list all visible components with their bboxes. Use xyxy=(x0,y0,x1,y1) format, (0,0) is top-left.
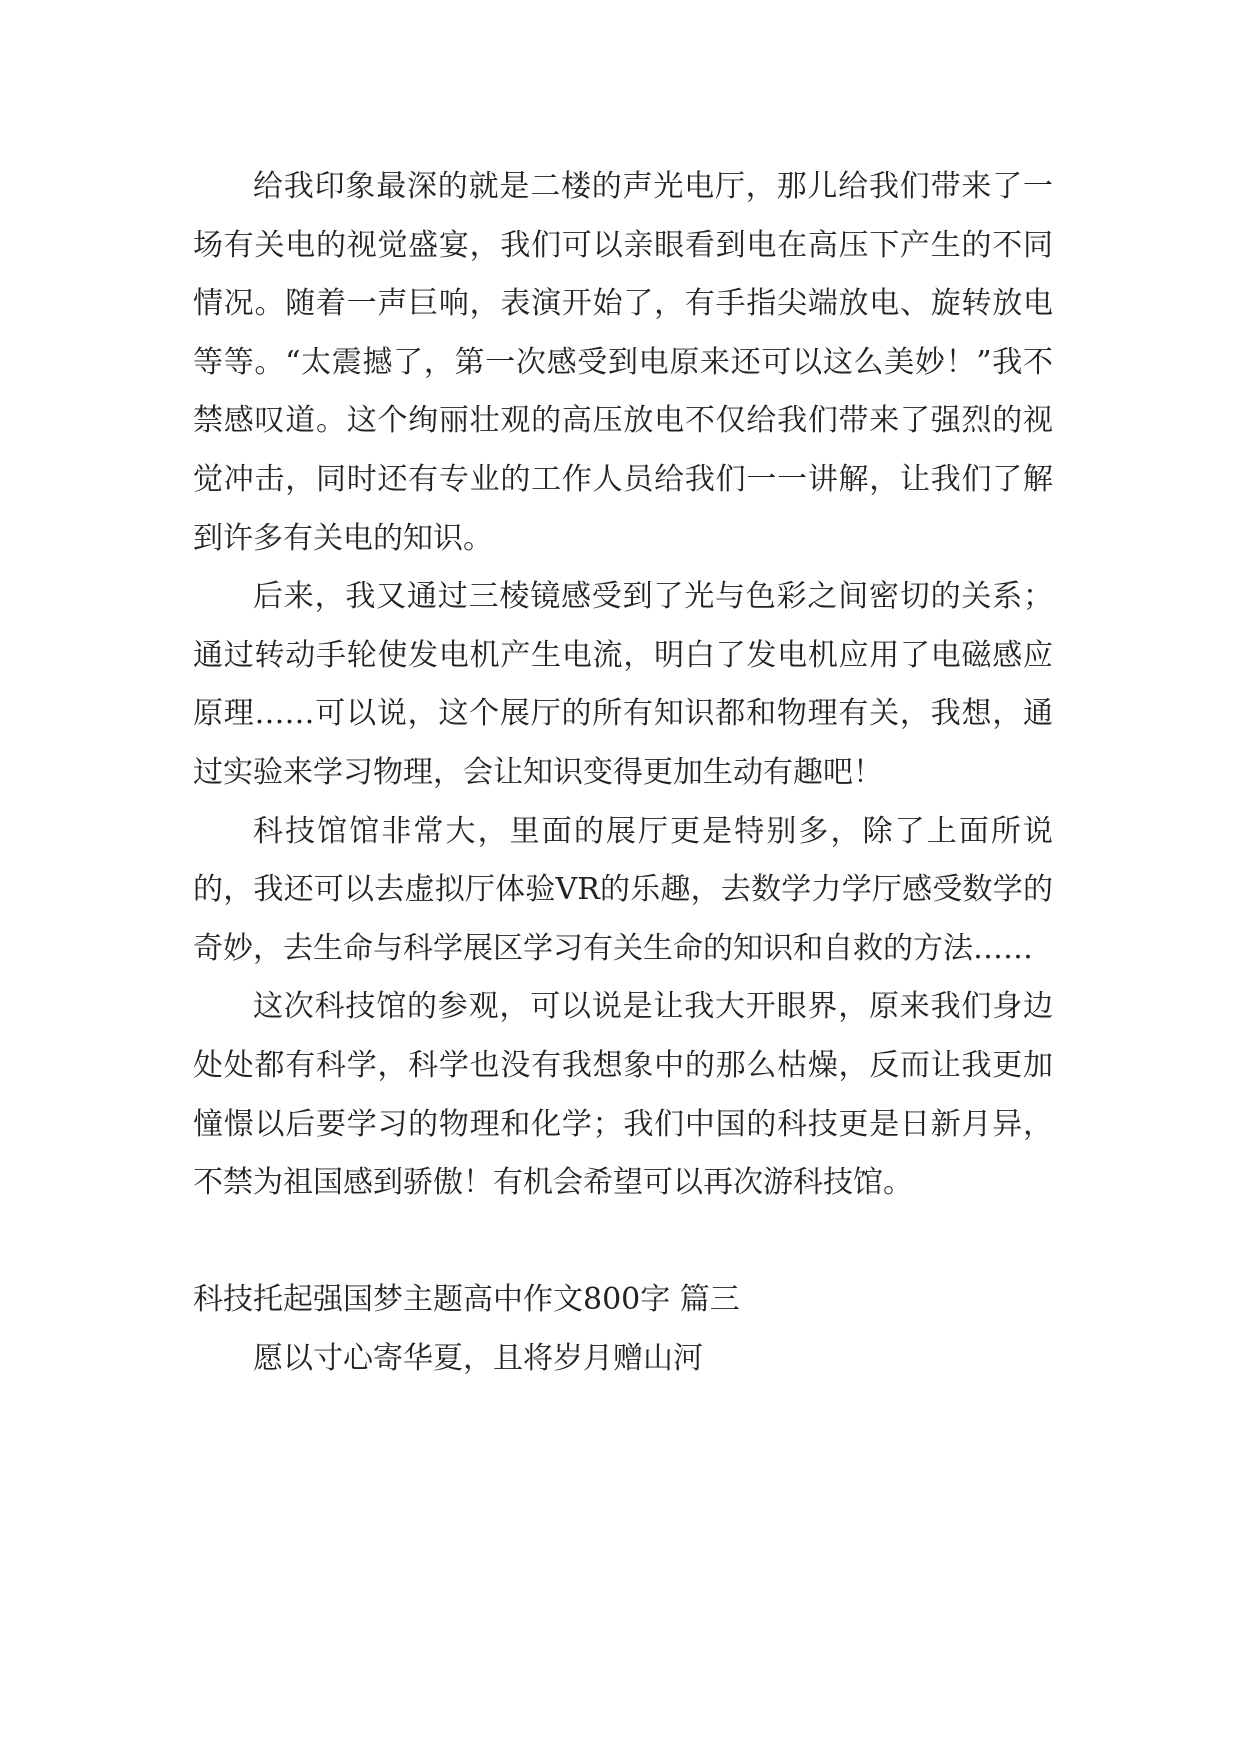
paragraph-prism-generator: 后来，我又通过三棱镜感受到了光与色彩之间密切的关系；通过转动手轮使发电机产生电流，明白了发电机应用了电磁感应原理……可以说，这个展厅的所有知识都和物理有关，我想，通过实验来学习物理，会让知识变得更加生动有趣吧！ xyxy=(193,579,1053,790)
paragraph-conclusion: 这次科技馆的参观，可以说是让我大开眼界，原来我们身边处处都有科学，科学也没有我想象中的那么枯燥，反而让我更加憧憬以后要学习的物理和化学；我们中国的科技更是日新月异，不禁为祖国感到骄傲！有机会希望可以再次游科技馆。 xyxy=(193,989,1053,1201)
paragraph-sound-light-hall: 给我印象最深的就是二楼的声光电厅，那儿给我们带来了一场有关电的视觉盛宴，我们可以亲眼看到电在高压下产生的不同情况。随着一声巨响，表演开始了，有手指尖端放电、旋转放电等等。“太震撼了，第一次感受到电原来还可以这么美妙！”我不禁感叹道。这个绚丽壮观的高压放电不仅给我们带来了强烈的视觉冲击，同时还有专业的工作人员给我们一一讲解，让我们了解到许多有关电的知识。 xyxy=(193,169,1053,556)
essay-body xyxy=(193,158,1053,1388)
section-heading: 科技托起强国梦主题高中作文800字 篇三 xyxy=(193,1282,740,1318)
section-first-line: 愿以寸心寄华夏，且将岁月赠山河 xyxy=(253,1340,703,1376)
paragraph-exhibition-halls: 科技馆馆非常大，里面的展厅更是特别多，除了上面所说的，我还可以去虚拟厅体验VR的乐趣，去数学力学厅感受数学的奇妙，去生命与科学展区学习有关生命的知识和自救的方法…… xyxy=(193,813,1053,966)
